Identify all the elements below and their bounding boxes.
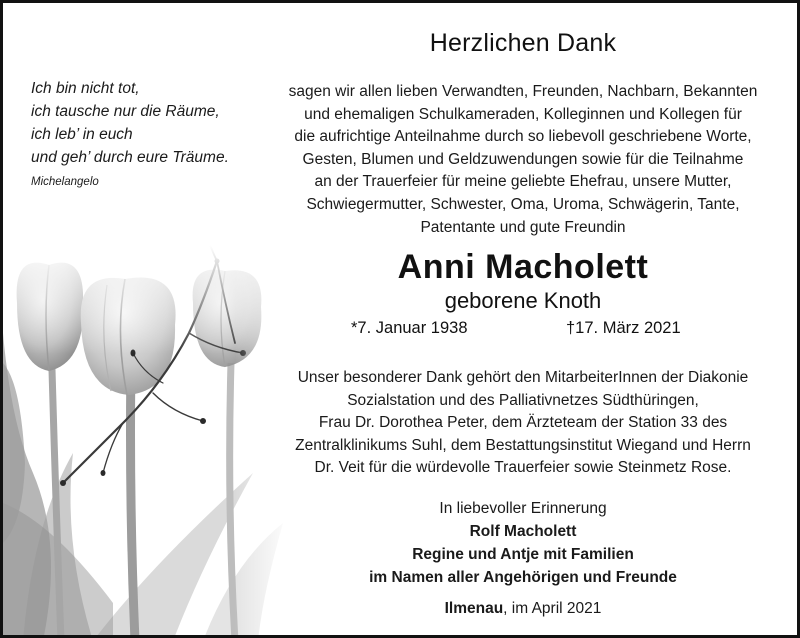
text-line: die aufrichtige Anteilnahme durch so liebevoll geschriebene Worte, <box>294 128 752 146</box>
special-thanks-paragraph <box>253 367 793 480</box>
text-line: sagen wir allen lieben Verwandten, Freunden, Nachbarn, Bekannten <box>288 83 758 100</box>
text-line: an der Trauerfeier für meine geliebte Ehefrau, unsere Mutter, <box>314 173 732 191</box>
signer-line: im Namen aller Angehörigen und Freunde <box>369 569 677 586</box>
text-line: Unser besonderer Dank gehört den MitarbeiterInnen der Diakonie <box>297 369 749 386</box>
place-name: Ilmenau <box>444 600 504 617</box>
date-text: , im April 2021 <box>503 600 602 617</box>
text-line: Patentante und gute Freundin <box>420 218 626 236</box>
text-line: und ehemaligen Schulkameraden, Kolleginnen und Kollegen für <box>304 105 742 123</box>
place-date-line <box>253 600 793 618</box>
deceased-name: Anni Macholett <box>397 248 649 286</box>
death-date: †17. März 2021 <box>566 319 681 337</box>
page-title: Herzlichen Dank <box>429 29 617 57</box>
poem-line: Ich bin nicht tot, <box>31 80 140 97</box>
poem <box>31 77 229 169</box>
signer-line: Rolf Macholett <box>469 523 577 540</box>
image-panel <box>3 3 293 635</box>
text-line: Dr. Veit für die würdevolle Trauerfeier sowie Steinmetz Rose. <box>314 459 732 477</box>
birth-date: *7. Januar 1938 <box>351 319 468 337</box>
text-line: Zentralklinikums Suhl, dem Bestattungsinstitut Wiegand und Herrn <box>295 436 751 454</box>
poem-line: ich tausche nur die Räume, <box>31 103 220 120</box>
poem-line: ich leb’ in euch <box>31 126 133 143</box>
text-line: Frau Dr. Dorothea Peter, dem Ärzteteam der Station 33 des <box>318 414 728 432</box>
thanks-paragraph <box>253 81 793 239</box>
poem-author: Michelangelo <box>31 176 99 188</box>
closing-intro: In liebevoller Erinnerung <box>439 500 607 517</box>
text-line: Schwiegermutter, Schwester, Oma, Uroma, Schwägerin, Tante, <box>306 195 740 213</box>
closing-block <box>253 497 793 589</box>
text-line: Sozialstation und des Palliativnetzes Südthüringen, <box>347 391 699 409</box>
text-line: Gesten, Blumen und Geldzuwendungen sowie für die Teilnahme <box>302 150 744 168</box>
signer-line: Regine und Antje mit Familien <box>412 546 634 563</box>
maiden-name: geborene Knoth <box>444 288 602 313</box>
poem-line: und geh’ durch eure Träume. <box>31 149 229 166</box>
